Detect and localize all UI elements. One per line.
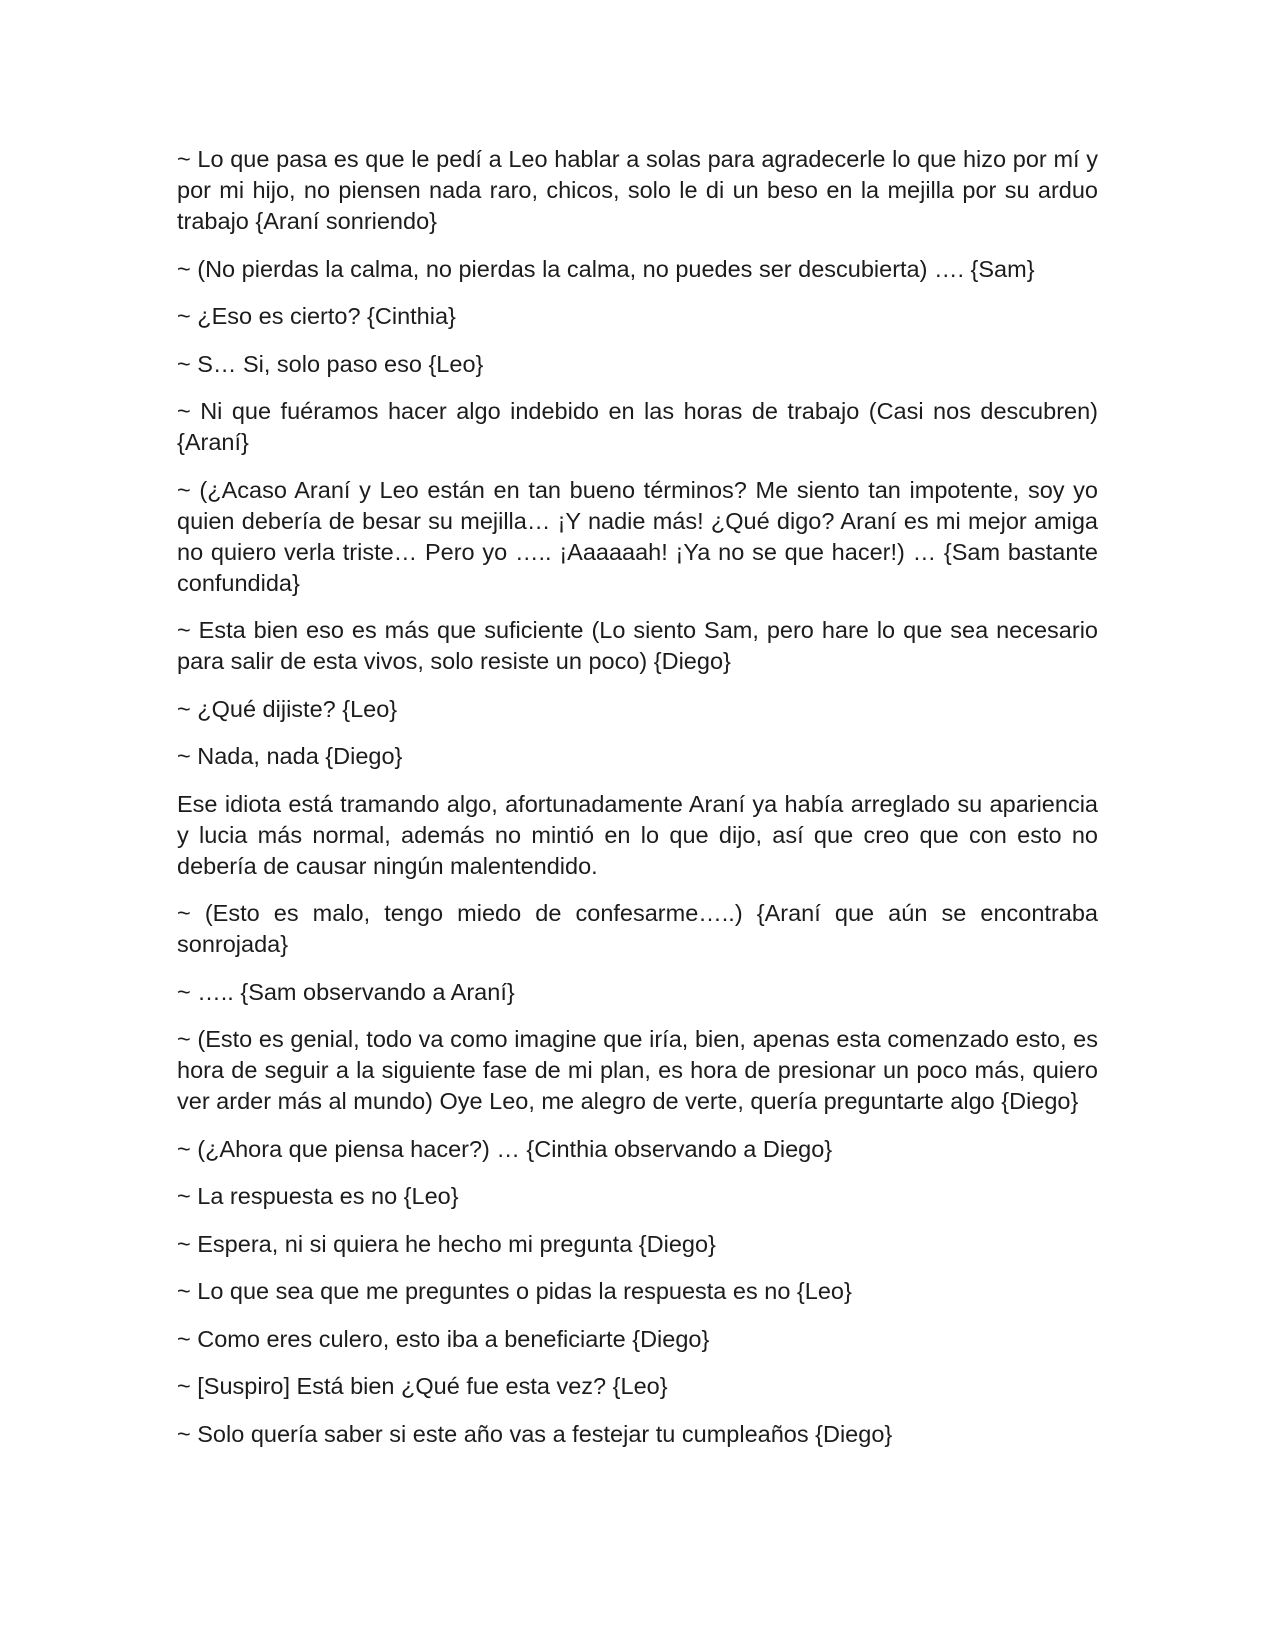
dialogue-paragraph: ~ ¿Qué dijiste? {Leo} [177,695,398,722]
dialogue-paragraph: ~ S… Si, solo paso eso {Leo} [177,350,484,377]
dialogue-paragraph: ~ (No pierdas la calma, no pierdas la calma, no puedes ser descubierta) …. {Sam} [177,255,1035,282]
dialogue-paragraph: ~ Ni que fuéramos hacer algo indebido en las horas de trabajo (Casi nos descubren) {Araní} [177,398,1098,455]
dialogue-paragraph: ~ ¿Eso es cierto? {Cinthia} [177,303,456,329]
document-page [177,144,1098,1466]
dialogue-paragraph: ~ Espera, ni si quiera he hecho mi pregunta {Diego} [177,1230,716,1257]
dialogue-paragraph: ~ La respuesta es no {Leo} [177,1183,459,1209]
dialogue-paragraph: ~ Lo que sea que me preguntes o pidas la respuesta es no {Leo} [177,1278,852,1304]
dialogue-paragraph: ~ ….. {Sam observando a Araní} [177,978,515,1005]
dialogue-paragraph: ~ Esta bien eso es más que suficiente (Lo siento Sam, pero hare lo que sea necesario para salir de esta vivos, solo resiste un poco) {Diego} [177,617,1098,674]
narration-paragraph: Ese idiota está tramando algo, afortunadamente Araní ya había arreglado su apariencia y lucia más normal, además no mintió en lo que dijo, así que creo que con esto no debería de causar ningún malentendido. [177,790,1098,879]
dialogue-paragraph: ~ [Suspiro] Está bien ¿Qué fue esta vez? {Leo} [177,1373,668,1399]
dialogue-paragraph: ~ (Esto es genial, todo va como imagine que iría, bien, apenas esta comenzado esto, es hora de seguir a la siguiente fase de mi plan, es hora de presionar un poco más, quiero ver arder más al mundo) Oye Leo, me alegro de verte, quería preguntarte algo {Diego} [177,1026,1098,1114]
dialogue-paragraph: ~ (Esto es malo, tengo miedo de confesarme…..) {Araní que aún se encontraba sonrojada} [177,900,1098,957]
dialogue-paragraph: ~ (¿Acaso Araní y Leo están en tan bueno términos? Me siento tan impotente, soy yo quien debería de besar su mejilla… ¡Y nadie más! ¿Qué digo? Araní es mi mejor amiga no quiero verla triste… Pero yo ….. ¡Aaaaaah! ¡Ya no se que hacer!) … {Sam bastante confundida} [177,476,1098,596]
dialogue-paragraph: ~ Solo quería saber si este año vas a festejar tu cumpleaños {Diego} [177,1420,893,1447]
dialogue-paragraph: ~ (¿Ahora que piensa hacer?) … {Cinthia observando a Diego} [177,1135,833,1162]
dialogue-paragraph: ~ Nada, nada {Diego} [177,743,403,769]
dialogue-paragraph: ~ Lo que pasa es que le pedí a Leo hablar a solas para agradecerle lo que hizo por mí y por mi hijo, no piensen nada raro, chicos, solo le di un beso en la mejilla por su arduo trabajo {Araní sonriendo} [177,146,1098,234]
dialogue-paragraph: ~ Como eres culero, esto iba a beneficiarte {Diego} [177,1325,710,1352]
